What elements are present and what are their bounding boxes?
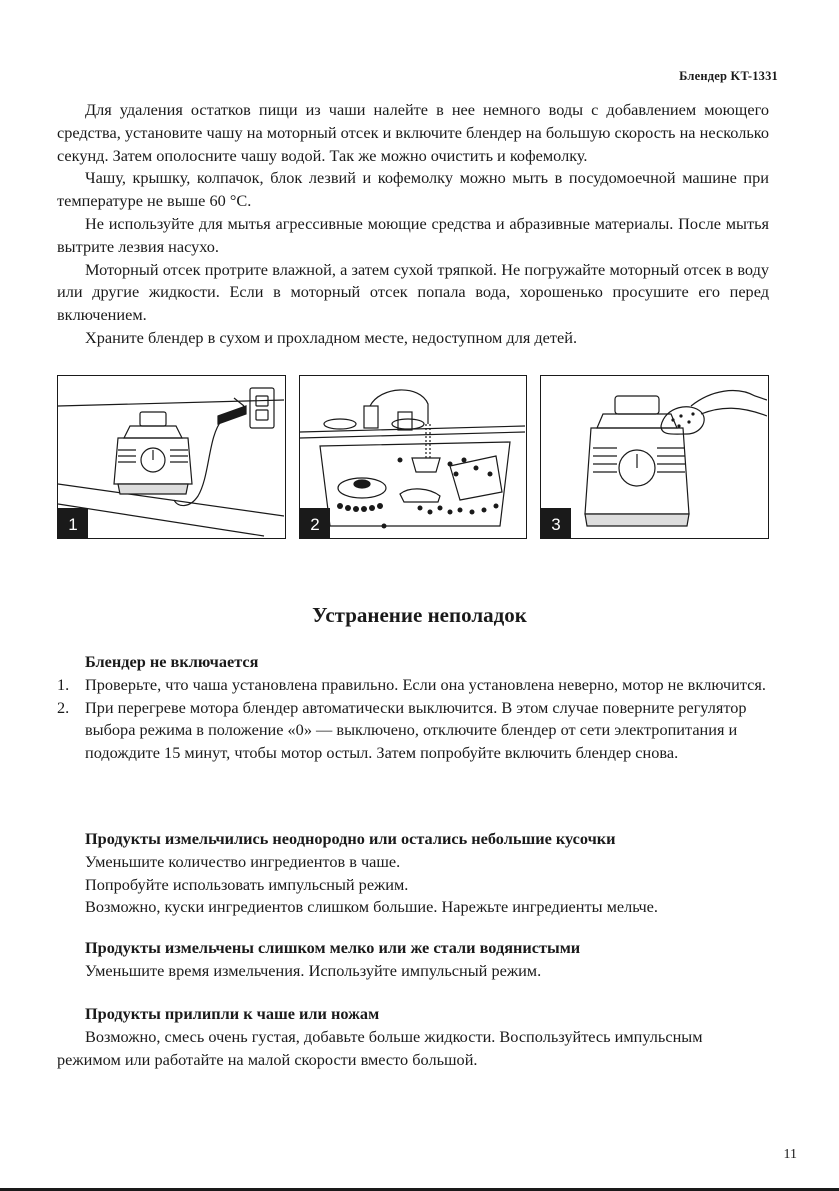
section-title: Устранение неполадок (312, 603, 527, 627)
list-number: 2. (57, 697, 70, 717)
solution-line: Попробуйте использовать импульсный режим. (85, 874, 409, 894)
problem-too-fine (57, 937, 769, 983)
figure-number: 2 (300, 508, 330, 538)
solution-line: Уменьшите количество ингредиентов в чаше. (85, 851, 401, 871)
cleaning-instructions (57, 99, 769, 350)
unplug-illustration (58, 376, 284, 537)
figure-wiping (540, 375, 769, 539)
figure-number: 1 (58, 508, 88, 538)
washing-illustration (300, 376, 525, 537)
solution-list (57, 674, 769, 765)
solution-line: Возможно, куски ингредиентов слишком большие. Нарежьте ингредиенты мельче. (85, 897, 658, 917)
paragraph: Моторный отсек протрите влажной, а затем сухой тряпкой. Не погружайте моторный отсек в воду или другие жидкости. Если в моторный отсек попала вода, хорошенько просушите его перед включением. (57, 259, 769, 325)
page-number: 11 (783, 1147, 797, 1162)
page-header: Блендер KT-1331 (679, 69, 778, 83)
problem-heading: Блендер не включается (85, 652, 259, 671)
wiping-illustration (541, 376, 767, 537)
figure-unplug (57, 375, 286, 539)
paragraph: Не используйте для мытья агрессивные моющие средства и абразивные материалы. После мытья вытрите лезвия насухо. (57, 213, 769, 256)
paragraph: Чашу, крышку, колпачок, блок лезвий и кофемолку можно мыть в посудомоечной машине при температуре не выше 60 °C. (57, 168, 769, 211)
problem-uneven (57, 828, 769, 919)
list-text: Проверьте, что чаша установлена правильно. Если она установлена неверно, мотор не включится. (85, 674, 766, 694)
problem-heading: Продукты измельчились неоднородно или остались небольшие кусочки (85, 829, 616, 848)
illustration-strip (57, 375, 769, 541)
list-item (57, 697, 769, 765)
list-item (57, 674, 769, 697)
figure-number: 3 (541, 508, 571, 538)
solution-line: Возможно, смесь очень густая, добавьте больше жидкости. Воспользуйтесь импульсным режимом или работайте на малой скорости вместо большой. (57, 1026, 703, 1069)
list-number: 1. (57, 674, 70, 694)
paragraph: Для удаления остатков пищи из чаши налейте в нее немного воды с добавлением моющего средства, установите чашу на моторный отсек и включите блендер на большую скорость на несколько секунд. Затем ополосните чашу водой. Так же можно очистить и кофемолку. (57, 100, 769, 165)
problem-heading: Продукты прилипли к чаше или ножам (85, 1004, 380, 1023)
paragraph: Храните блендер в сухом и прохладном месте, недоступном для детей. (85, 327, 578, 347)
list-text: При перегреве мотора блендер автоматически выключится. В этом случае поверните регулятор выбора режима в положение «0» — выключено, отключите блендер от сети электропитания и подождите 15 минут, чтобы мотор остыл. Затем попробуйте включить блендер снова. (85, 697, 747, 763)
problem-heading: Продукты измельчены слишком мелко или же стали водянистыми (85, 938, 581, 957)
figure-washing (299, 375, 527, 539)
solution-line: Уменьшите время измельчения. Используйте импульсный режим. (85, 960, 542, 980)
problem-not-turning-on (57, 651, 769, 765)
water-drops (337, 458, 499, 529)
problem-sticking (57, 1003, 769, 1071)
